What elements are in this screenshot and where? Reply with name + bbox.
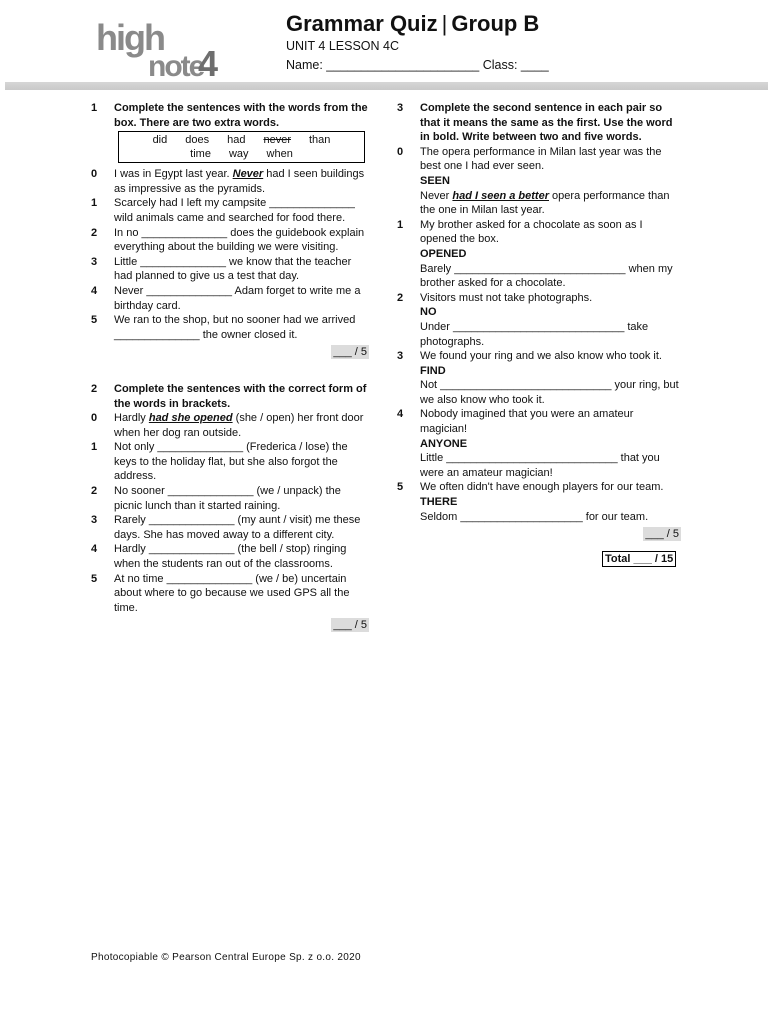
transformation-body [420,349,681,407]
first-sentence: The opera performance in Milan last year was the best one I had ever seen. [420,145,662,173]
title-right: Group B [451,11,540,36]
question-number: 5 [91,572,98,585]
exercise-instruction: Complete the second sentence in each pair so that it means the same as the first. Use the word in bold. Write between two and five words. [420,102,673,144]
word-box-item: way [228,148,249,161]
second-sentence[interactable]: Barely ____________________________ when my brother asked for a chocolate. [420,262,673,290]
text-part: (she / open) her front door when her dog ran outside. [114,412,364,439]
question-number: 5 [397,481,404,494]
transformation-body [420,291,681,349]
question-number: 2 [91,485,98,498]
question-number: 1 [91,197,98,210]
second-sentence[interactable]: Seldom ____________________ for our team. [420,510,649,523]
example-answer: had I seen a better [452,189,549,202]
key-word: FIND [420,364,446,377]
logo-note: note [148,50,204,80]
question-text[interactable]: Little ______________ we know that the teacher had planned to give us a test that day. [114,255,352,283]
score-value: ___ / 5 [333,346,367,359]
question-number: 2 [91,226,98,239]
question-text[interactable]: Scarcely had I left my campsite ______________ wild animals came and searched for food there. [114,197,355,224]
total-score: Total ___ / 15 [602,551,676,568]
logo-high: high [96,17,164,58]
question-item [91,440,369,484]
question-number: 4 [91,284,98,297]
question-number: 5 [91,314,98,327]
word-box-item: time [190,148,211,161]
second-sentence[interactable]: Not ____________________________ your ring, but we also know who took it. [420,379,679,406]
left-column [91,101,369,633]
question-item [91,313,369,342]
transformation-item [397,407,681,480]
high-note-4-logo [94,16,224,80]
second-sentence [420,189,681,218]
copyright-footer: Photocopiable © Pearson Central Europe Sp. z o.o. 2020 [91,952,361,963]
question-text[interactable]: Rarely ______________ (my aunt / visit) me these days. She has moved away to a different city. [114,514,361,541]
exercise-instruction: Complete the sentences with the words from the box. There are two extra words. [114,102,368,129]
question-text [114,411,369,440]
question-number: 1 [91,441,98,454]
transformation-body [420,480,681,524]
word-box-item: does [185,134,210,147]
key-word: OPENED [420,247,467,260]
second-sentence[interactable]: Little ____________________________ that you were an amateur magician! [420,452,660,479]
second-sentence[interactable]: Under ____________________________ take photographs. [420,320,649,348]
question-item [91,196,369,225]
question-text[interactable]: Not only ______________ (Frederica / lose) the keys to the holiday flat, but she also forgot the address. [114,441,348,483]
exercise-2-score [91,618,369,633]
first-sentence: Nobody imagined that you were an amateur magician! [420,408,634,436]
unit-lesson: UNIT 4 LESSON 4C [286,39,400,53]
word-box-item: than [309,134,331,147]
question-text[interactable]: Hardly ______________ (the bell / stop) ringing when the students ran out of the classrooms. [114,543,347,571]
text-part: I was in Egypt last year. [114,168,233,181]
name-field[interactable]: Name: ______________________ [286,58,480,72]
name-class-line [286,58,549,72]
question-item [91,167,369,196]
page-title [286,11,539,37]
exercise-2-heading [91,382,369,411]
question-number: 2 [397,291,404,304]
question-item [91,513,369,542]
question-text[interactable]: At no time ______________ (we / be) uncertain about where to go because we used GPS all the time. [114,572,350,614]
question-number: 4 [397,408,404,421]
score-value: ___ / 5 [333,619,367,632]
first-sentence: My brother asked for a chocolate as soon as I opened the box. [420,218,643,246]
word-box [118,131,365,163]
word-box-item: had [227,134,246,147]
question-number: 4 [91,543,98,556]
exercise-number: 1 [91,102,98,114]
exercise-3-score [397,527,681,542]
question-item [91,226,369,255]
question-item [91,255,369,284]
question-number: 0 [91,168,98,181]
question-text [114,167,369,196]
text-part: Hardly [114,412,149,425]
question-number: 3 [91,514,98,527]
right-column [397,101,681,567]
transformation-item [397,349,681,407]
question-text[interactable]: We ran to the shop, but no sooner had we arrived ______________ the owner closed it. [114,314,356,341]
score-value: ___ / 5 [645,528,679,541]
class-field[interactable]: Class: ____ [482,58,549,72]
text-part: opera performance than the one in Milan last year. [420,189,670,217]
question-item [91,542,369,571]
first-sentence: Visitors must not take photographs. [420,291,593,304]
example-answer: had she opened [148,412,233,425]
key-word: SEEN [420,174,450,187]
transformation-body [420,407,681,480]
transformation-body [420,218,681,291]
exercise-number: 3 [397,102,404,114]
transformation-item [397,480,681,524]
question-number: 0 [397,145,404,158]
logo-number: 4 [198,43,219,80]
question-number: 3 [91,255,98,268]
title-separator: | [441,11,448,36]
question-number: 1 [397,218,404,231]
first-sentence: We found your ring and we also know who took it. [420,350,662,363]
word-box-item: did [152,134,168,147]
question-item [91,411,369,440]
exercise-number: 2 [91,382,98,395]
transformation-item [397,218,681,291]
question-item [91,284,369,313]
transformation-item [397,291,681,349]
question-text[interactable]: No sooner ______________ (we / unpack) the picnic lunch than it started raining. [114,485,341,512]
exercise-1-score [91,345,369,360]
transformation-body [420,145,681,218]
question-text[interactable]: In no ______________ does the guidebook explain everything about the building we were visiting. [114,226,365,254]
key-word: THERE [420,496,458,509]
first-sentence: We often didn't have enough players for our team. [420,481,664,494]
text-part: Never [420,189,453,202]
word-box-item-crossed: never [263,134,291,147]
question-item [91,572,369,616]
question-number: 0 [91,412,98,425]
key-word: ANYONE [420,437,468,450]
exercise-instruction: Complete the sentences with the correct form of the words in brackets. [114,382,367,410]
question-text[interactable]: Never ______________ Adam forget to write me a birthday card. [114,284,361,312]
header-divider [5,82,768,90]
text-part: had I seen buildings as impressive as the pyramids. [114,168,365,195]
key-word: NO [420,306,437,319]
question-item [91,484,369,513]
word-box-item: when [266,148,293,161]
exercise-3-heading [397,101,681,145]
question-number: 3 [397,350,404,363]
example-answer: Never [232,168,264,181]
title-left: Grammar Quiz [286,11,438,36]
transformation-item [397,145,681,218]
exercise-1-heading [91,101,369,130]
